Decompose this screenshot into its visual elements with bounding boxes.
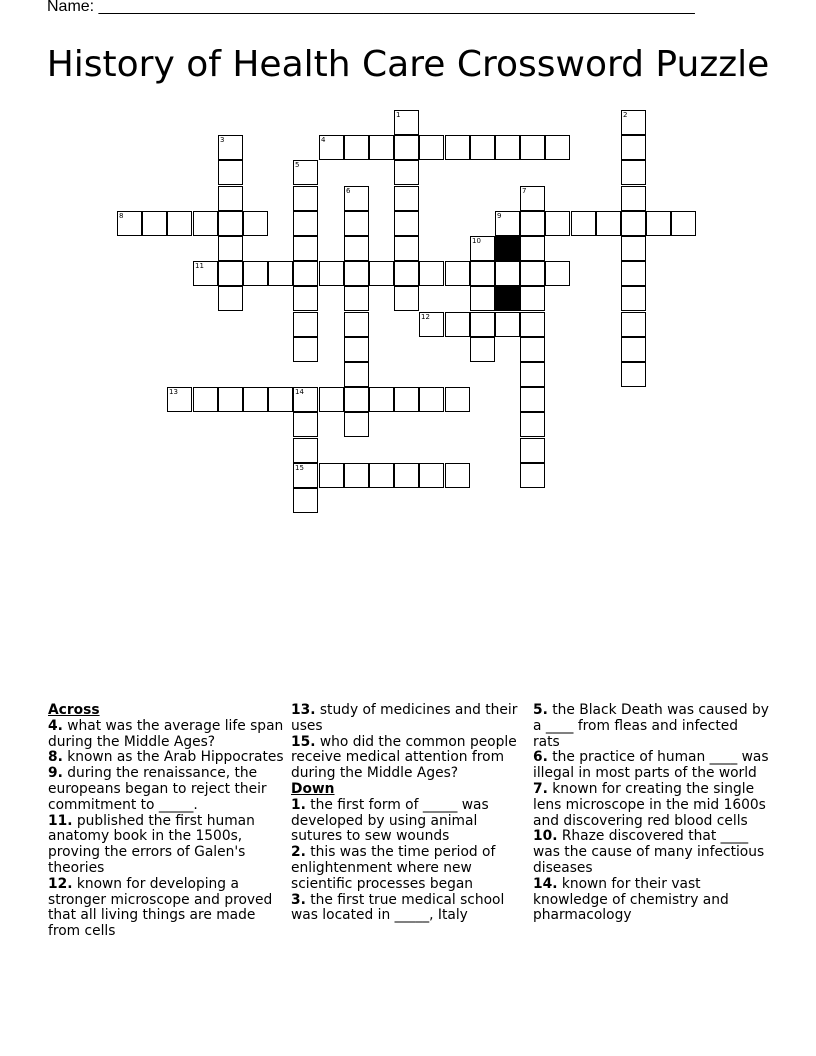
grid-cell[interactable]	[142, 211, 167, 236]
grid-cell[interactable]	[319, 387, 344, 412]
grid-cell[interactable]	[293, 337, 318, 362]
across-clue-9: 9. during the renaissance, the europeans began to reject their commitment to _____.	[48, 765, 267, 813]
grid-cell[interactable]	[646, 211, 671, 236]
grid-cell[interactable]	[344, 135, 369, 160]
grid-cell[interactable]	[621, 211, 646, 236]
grid-cell[interactable]	[621, 362, 646, 387]
grid-cell[interactable]	[520, 236, 545, 261]
clue-number-label: 10	[472, 237, 481, 245]
grid-cell[interactable]	[268, 261, 293, 286]
grid-cell[interactable]	[495, 135, 520, 160]
across-clue-11: 11. published the first human anatomy book in the 1500s, proving the errors of Galen's theories	[48, 812, 255, 876]
clue-column-3	[533, 703, 769, 924]
grid-cell[interactable]	[520, 387, 545, 412]
grid-cell[interactable]	[369, 135, 394, 160]
grid-cell[interactable]	[470, 236, 495, 261]
clue-number-label: 2	[623, 111, 628, 119]
grid-cell[interactable]	[344, 337, 369, 362]
grid-cell[interactable]	[419, 312, 444, 337]
clue-number-label: 3	[220, 136, 225, 144]
grid-cell[interactable]	[621, 135, 646, 160]
grid-cell[interactable]	[293, 412, 318, 437]
grid-cell[interactable]	[470, 286, 495, 311]
grid-cell[interactable]	[419, 261, 444, 286]
grid-cell[interactable]	[117, 211, 142, 236]
grid-cell[interactable]	[344, 312, 369, 337]
down-clue-3: 3. the first true medical school was located in _____, Italy	[291, 891, 505, 924]
down-clue-5: 5. the Black Death was caused by a ____ from fleas and infected rats	[533, 702, 769, 750]
grid-cell[interactable]	[470, 135, 495, 160]
grid-cell[interactable]	[394, 286, 419, 311]
grid-cell[interactable]	[394, 135, 419, 160]
grid-cell[interactable]	[319, 135, 344, 160]
grid-cell[interactable]	[520, 312, 545, 337]
grid-cell[interactable]	[193, 261, 218, 286]
grid-cell[interactable]	[470, 261, 495, 286]
grid-cell[interactable]	[571, 211, 596, 236]
grid-cell[interactable]	[520, 186, 545, 211]
grid-cell[interactable]	[293, 438, 318, 463]
grid-cell[interactable]	[545, 261, 570, 286]
grid-cell[interactable]	[419, 387, 444, 412]
grid-cell[interactable]	[520, 412, 545, 437]
grid-cell[interactable]	[394, 160, 419, 185]
grid-cell[interactable]	[621, 236, 646, 261]
grid-cell[interactable]	[445, 312, 470, 337]
clue-number-label: 9	[497, 212, 502, 220]
clue-number-label: 8	[119, 212, 124, 220]
black-cell	[495, 236, 520, 261]
grid-cell[interactable]	[193, 387, 218, 412]
across-clue-15: 15. who did the common people receive medical attention from during the Middle Ages?	[291, 733, 517, 782]
grid-cell[interactable]	[293, 488, 318, 513]
black-cell	[495, 286, 520, 311]
down-clue-14: 14. known for their vast knowledge of chemistry and pharmacology	[533, 875, 729, 924]
grid-cell[interactable]	[394, 236, 419, 261]
down-clue-6: 6. the practice of human ____ was illegal in most parts of the world	[533, 749, 769, 782]
grid-cell[interactable]	[218, 135, 243, 160]
grid-cell[interactable]	[218, 186, 243, 211]
grid-cell[interactable]	[470, 337, 495, 362]
clue-number-label: 5	[295, 161, 300, 169]
grid-cell[interactable]	[394, 186, 419, 211]
grid-cell[interactable]	[344, 261, 369, 286]
grid-cell[interactable]	[545, 135, 570, 160]
grid-cell[interactable]	[621, 286, 646, 311]
grid-cell[interactable]	[344, 186, 369, 211]
grid-cell[interactable]	[344, 286, 369, 311]
grid-cell[interactable]	[293, 463, 318, 488]
grid-cell[interactable]	[419, 135, 444, 160]
grid-cell[interactable]	[218, 261, 243, 286]
grid-cell[interactable]	[621, 110, 646, 135]
grid-cell[interactable]	[671, 211, 696, 236]
grid-cell[interactable]	[394, 211, 419, 236]
clue-number-label: 13	[169, 388, 178, 396]
grid-cell[interactable]	[193, 211, 218, 236]
grid-cell[interactable]	[344, 387, 369, 412]
grid-cell[interactable]	[470, 312, 495, 337]
name-field-line: Name: ___________________________________________________________________	[47, 0, 695, 15]
grid-cell[interactable]	[621, 337, 646, 362]
grid-cell[interactable]	[520, 337, 545, 362]
grid-cell[interactable]	[369, 261, 394, 286]
grid-cell[interactable]	[445, 135, 470, 160]
down-clue-2: 2. this was the time period of enlightenment where new scientific processes began	[291, 844, 496, 892]
down-clue-7: 7. known for creating the single lens microscope in the mid 1600s and discovering red blood cells	[533, 780, 766, 829]
grid-cell[interactable]	[218, 387, 243, 412]
clue-column-1	[48, 703, 284, 940]
grid-cell[interactable]	[621, 186, 646, 211]
grid-cell[interactable]	[167, 387, 192, 412]
grid-cell[interactable]	[520, 362, 545, 387]
grid-cell[interactable]	[268, 387, 293, 412]
grid-cell[interactable]	[293, 211, 318, 236]
grid-cell[interactable]	[394, 261, 419, 286]
across-heading: Across	[48, 702, 100, 718]
grid-cell[interactable]	[419, 463, 444, 488]
grid-cell[interactable]	[243, 211, 268, 236]
grid-cell[interactable]	[344, 236, 369, 261]
across-clue-12: 12. known for developing a stronger microscope and proved that all living things are made from cells	[48, 875, 273, 940]
grid-cell[interactable]	[293, 312, 318, 337]
grid-cell[interactable]	[218, 236, 243, 261]
grid-cell[interactable]	[495, 312, 520, 337]
grid-cell[interactable]	[293, 286, 318, 311]
grid-cell[interactable]	[319, 463, 344, 488]
grid-cell[interactable]	[520, 135, 545, 160]
grid-cell[interactable]	[293, 236, 318, 261]
grid-cell[interactable]	[596, 211, 621, 236]
grid-cell[interactable]	[344, 412, 369, 437]
grid-cell[interactable]	[520, 261, 545, 286]
grid-cell[interactable]	[344, 362, 369, 387]
clue-number-label: 11	[195, 262, 204, 270]
grid-cell[interactable]	[243, 261, 268, 286]
grid-cell[interactable]	[344, 463, 369, 488]
clue-number-label: 7	[522, 187, 527, 195]
down-clue-10: 10. Rhaze discovered that ____ was the cause of many infectious diseases	[533, 828, 765, 876]
grid-cell[interactable]	[445, 387, 470, 412]
grid-cell[interactable]	[394, 387, 419, 412]
grid-cell[interactable]	[445, 261, 470, 286]
grid-cell[interactable]	[495, 261, 520, 286]
grid-cell[interactable]	[520, 286, 545, 311]
across-clue-13: 13. study of medicines and their uses	[291, 702, 518, 734]
clue-number-label: 1	[396, 111, 401, 119]
grid-cell[interactable]	[621, 261, 646, 286]
grid-cell[interactable]	[394, 110, 419, 135]
grid-cell[interactable]	[369, 387, 394, 412]
grid-cell[interactable]	[293, 160, 318, 185]
grid-cell[interactable]	[621, 312, 646, 337]
clue-number-label: 15	[295, 464, 304, 472]
grid-cell[interactable]	[520, 211, 545, 236]
grid-cell[interactable]	[445, 463, 470, 488]
grid-cell[interactable]	[218, 160, 243, 185]
grid-cell[interactable]	[293, 387, 318, 412]
clue-column-2	[291, 703, 527, 924]
grid-cell[interactable]	[520, 463, 545, 488]
clue-number-label: 4	[321, 136, 326, 144]
grid-cell[interactable]	[243, 387, 268, 412]
across-clue-8: 8. known as the Arab Hippocrates	[48, 749, 284, 766]
grid-cell[interactable]	[319, 261, 344, 286]
down-clue-1: 1. the first form of _____ was developed by using animal sutures to sew wounds	[291, 796, 489, 845]
page-title: History of Health Care Crossword Puzzle	[46, 44, 770, 85]
grid-cell[interactable]	[344, 211, 369, 236]
grid-cell[interactable]	[394, 463, 419, 488]
grid-cell[interactable]	[218, 286, 243, 311]
clue-number-label: 12	[421, 313, 430, 321]
grid-cell[interactable]	[293, 261, 318, 286]
clue-number-label: 14	[295, 388, 304, 396]
grid-cell[interactable]	[520, 438, 545, 463]
grid-cell[interactable]	[369, 463, 394, 488]
grid-cell[interactable]	[167, 211, 192, 236]
grid-cell[interactable]	[621, 160, 646, 185]
grid-cell[interactable]	[495, 211, 520, 236]
down-heading: Down	[291, 780, 335, 797]
clue-number-label: 6	[346, 187, 351, 195]
grid-cell[interactable]	[293, 186, 318, 211]
across-clue-4: 4. what was the average life span during the Middle Ages?	[48, 717, 284, 750]
grid-cell[interactable]	[218, 211, 243, 236]
grid-cell[interactable]	[545, 211, 570, 236]
